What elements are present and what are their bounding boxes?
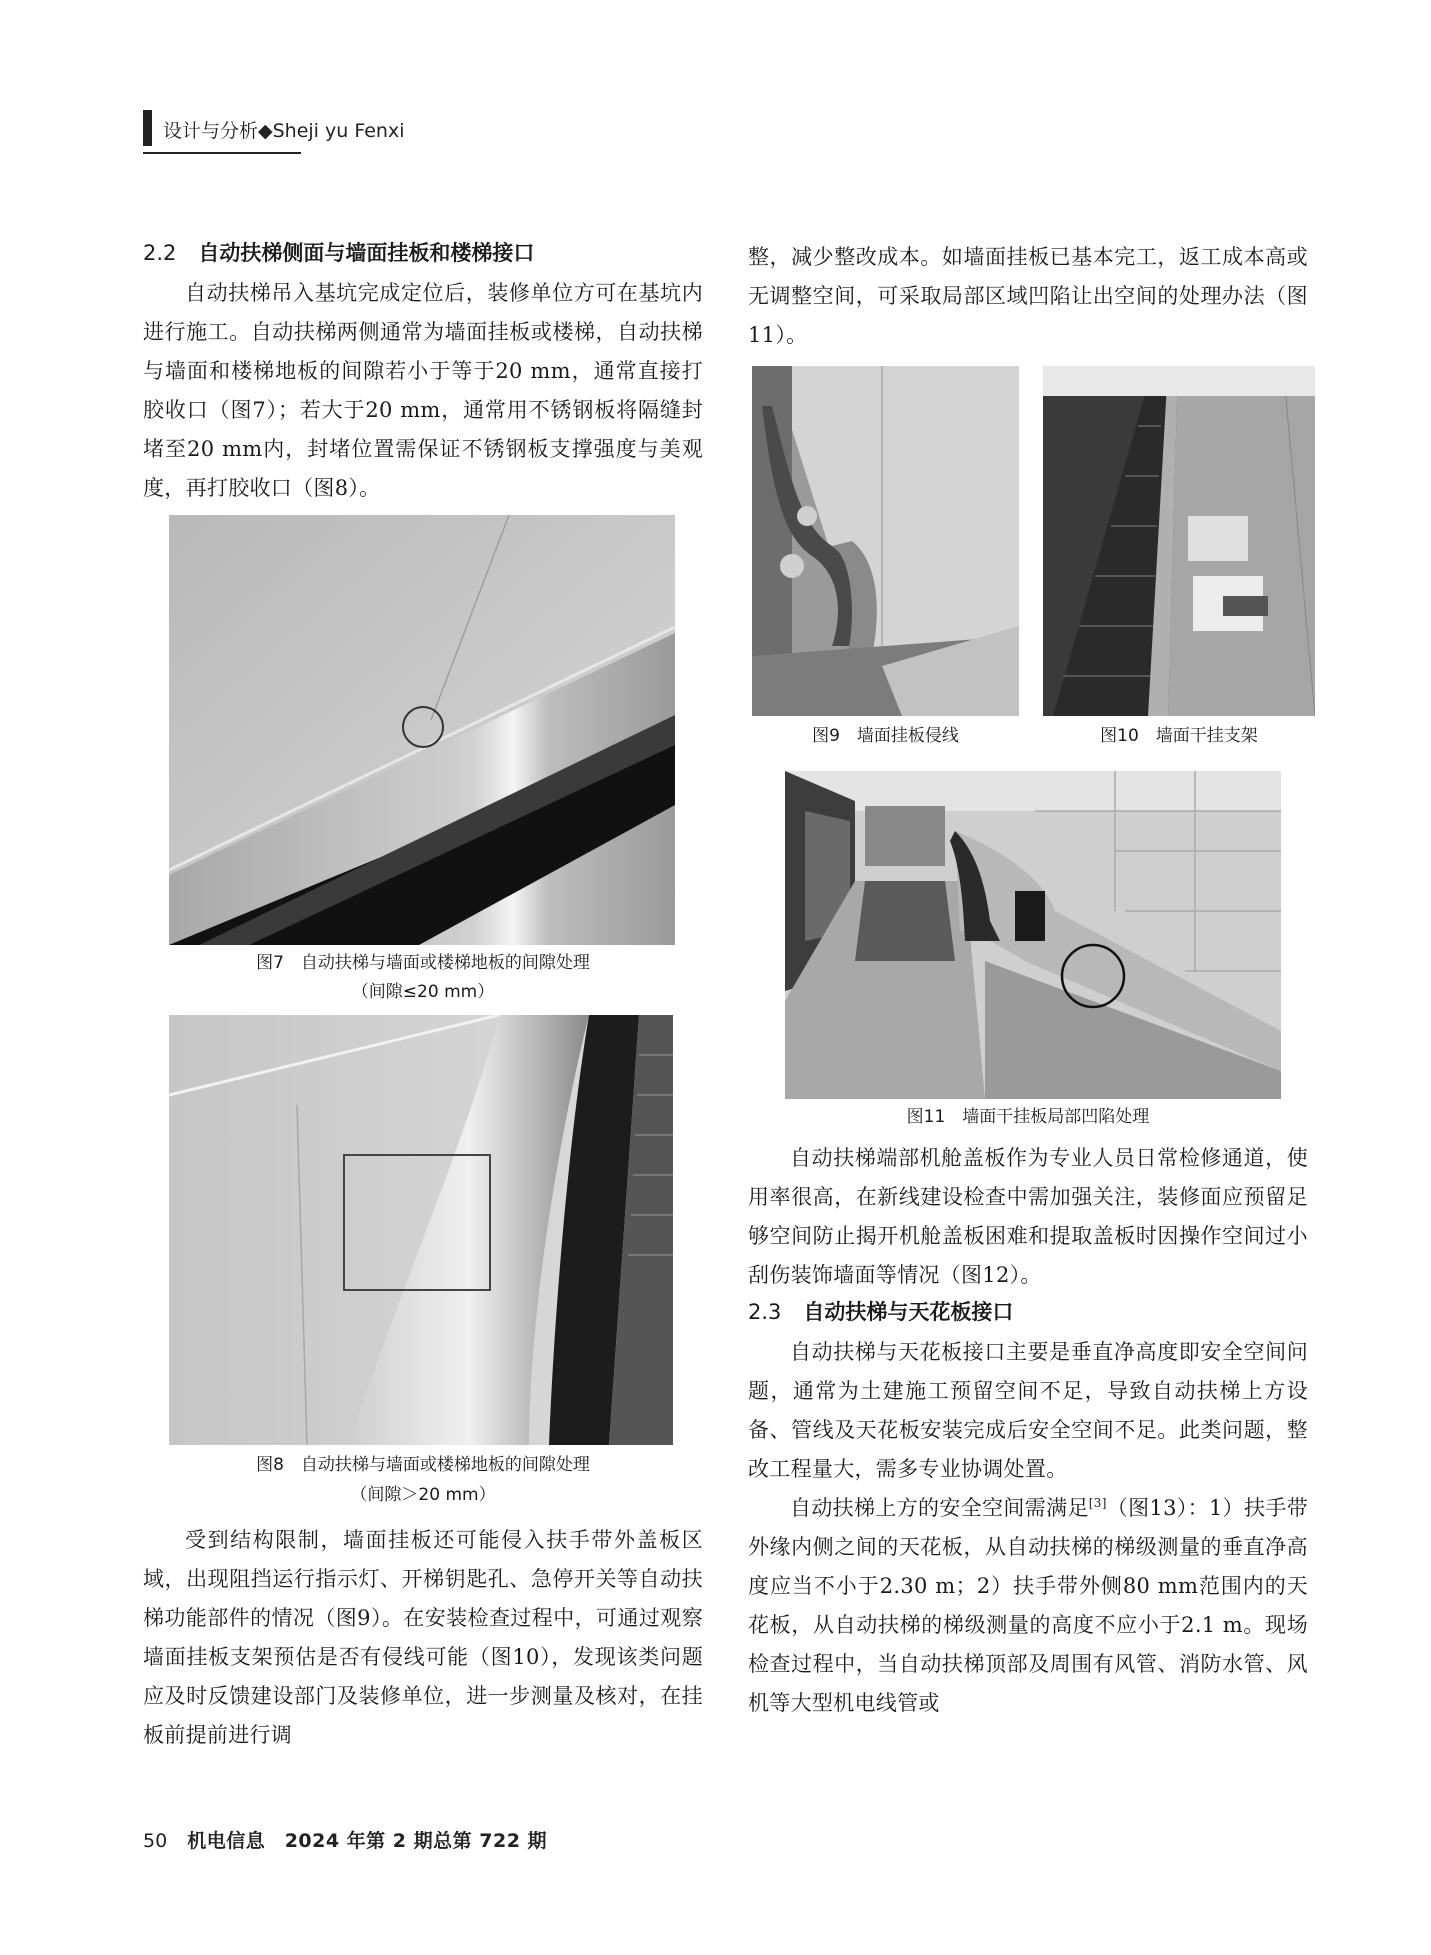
figure-10 xyxy=(1043,366,1315,716)
section-heading-2-3: 2.3 自动扶梯与天花板接口 xyxy=(748,1300,1014,1324)
paragraph: 受到结构限制，墙面挂板还可能侵入扶手带外盖板区域，出现阻挡运行指示灯、开梯钥匙孔、急停开关等自动扶梯功能部件的情况（图9）。在安装检查过程中，可通过观察墙面挂板支架预估是否有侵线可能（图10），发现该类问题应及时反馈建设部门及装修单位，进一步测量及核对，在挂板前提前进行调 xyxy=(143,1528,703,1747)
page-footer xyxy=(143,1826,547,1853)
figure-11 xyxy=(785,771,1281,1099)
left-column xyxy=(143,238,703,508)
header-underline xyxy=(143,152,301,154)
figure-9-caption: 图9 墙面挂板侵线 xyxy=(812,726,959,746)
section-heading-2-2: 2.2 自动扶梯侧面与墙面挂板和楼梯接口 xyxy=(143,241,535,265)
journal-info: 机电信息 2024 年第 2 期总第 722 期 xyxy=(187,1830,548,1852)
figure-7-caption-line1: 图7 自动扶梯与墙面或楼梯地板的间隙处理 xyxy=(256,953,590,973)
figure-10-photo xyxy=(1043,366,1315,716)
paragraph: 自动扶梯端部机舱盖板作为专业人员日常检修通道，使用率很高，在新线建设检查中需加强关注，装修面应预留足够空间防止揭开机舱盖板困难和提取盖板时因操作空间过小刮伤装饰墙面等情况（图12）。 xyxy=(748,1146,1308,1287)
figure-8-caption-line2: （间隙＞20 mm） xyxy=(350,1485,496,1505)
paragraph: 自动扶梯上方的安全空间需满足[3]（图13）：1）扶手带外缘内侧之间的天花板，从自动扶梯的梯级测量的垂直净高度应当不小于2.30 m；2）扶手带外侧80 mm范围内的天花板，从自动扶梯的梯级测量的高度不应小于2.1 m。现场检查过程中，当自动扶梯顶部及周围有风管、消防水管、风机等大型机电线管或 xyxy=(748,1496,1309,1715)
paragraph: 自动扶梯与天花板接口主要是垂直净高度即安全空间问题，通常为土建施工预留空间不足，导致自动扶梯上方设备、管线及天花板安装完成后安全空间不足。此类问题，整改工程量大，需多专业协调处置。 xyxy=(748,1340,1308,1481)
figure-7 xyxy=(169,515,675,945)
paragraph-continued: 整，减少整改成本。如墙面挂板已基本完工，返工成本高或无调整空间，可采取局部区域凹陷让出空间的处理办法（图11）。 xyxy=(748,245,1308,347)
figure-7-caption-line2: （间隙≤20 mm） xyxy=(351,982,495,1002)
figure-8 xyxy=(169,1015,673,1445)
page-number: 50 xyxy=(143,1830,168,1852)
figure-11-photo xyxy=(785,771,1281,1099)
header-marker-bar xyxy=(143,110,152,146)
right-column-lower xyxy=(748,1139,1308,1723)
section-label: 设计与分析◆Sheji yu Fenxi xyxy=(163,120,405,142)
figure-9 xyxy=(752,366,1019,716)
figure-10-caption: 图10 墙面干挂支架 xyxy=(1100,726,1258,746)
figure-8-caption-line1: 图8 自动扶梯与墙面或楼梯地板的间隙处理 xyxy=(256,1455,590,1475)
right-column-upper xyxy=(748,238,1308,355)
figure-8-photo xyxy=(169,1015,673,1445)
figure-11-caption: 图11 墙面干挂板局部凹陷处理 xyxy=(906,1107,1150,1127)
citation-ref: [3] xyxy=(1088,1496,1107,1510)
figure-9-photo xyxy=(752,366,1019,716)
left-column-lower xyxy=(143,1521,703,1755)
paragraph: 自动扶梯吊入基坑完成定位后，装修单位方可在基坑内进行施工。自动扶梯两侧通常为墙面挂板或楼梯，自动扶梯与墙面和楼梯地板的间隙若小于等于20 mm，通常直接打胶收口（图7）；若大于20 mm，通常用不锈钢板将隔缝封堵至20 mm内，封堵位置需保证不锈钢板支撑强度与美观度，再打胶收口（图8）。 xyxy=(143,281,703,500)
figure-7-photo xyxy=(169,515,675,945)
